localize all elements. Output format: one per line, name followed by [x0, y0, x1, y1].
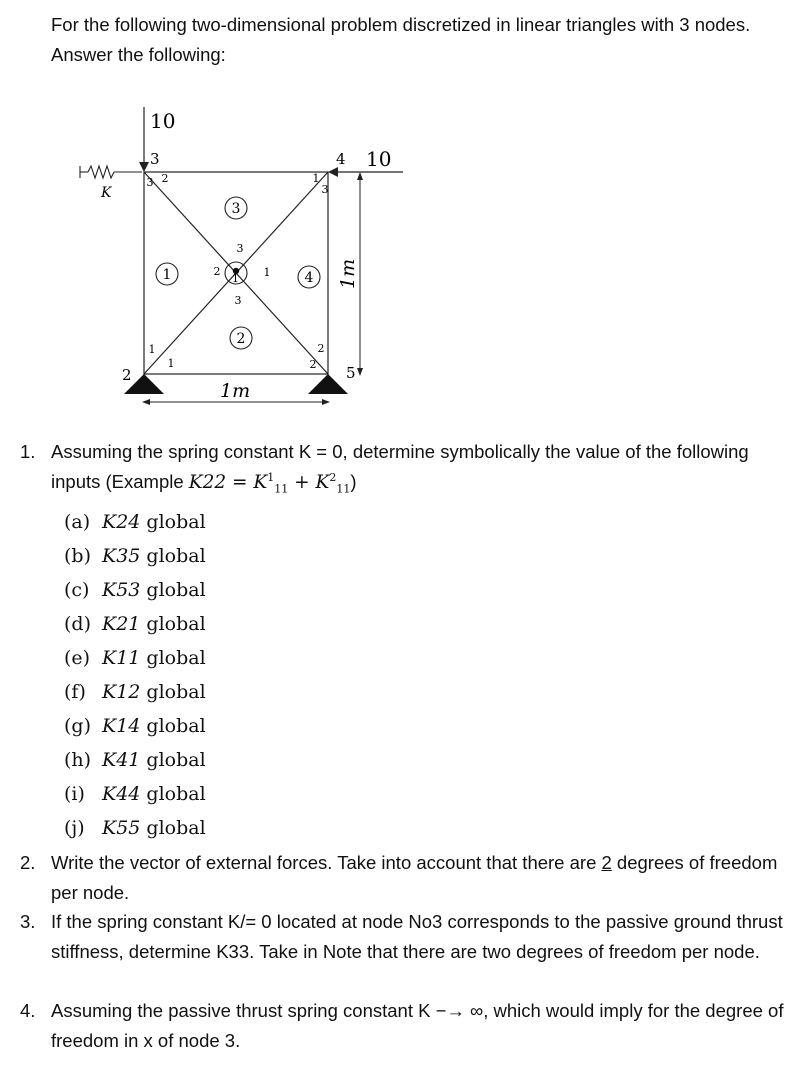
global-node-3: 3 [150, 150, 160, 168]
intro-paragraph: For the following two-dimensional problem discretized in linear triangles with 3 nodes. Answer the following: [51, 14, 751, 65]
question-text: Assuming the spring constant K = 0, determine symbolically the value of the following inputs (Example $K22 = K^1_{11} + K^2_{11}$) [51, 441, 749, 496]
local-e3-n4: 1 [312, 172, 320, 185]
load-top-value: 10 [150, 109, 176, 133]
local-e2-n5: 2 [309, 358, 317, 371]
local-e1-n1: 2 [213, 265, 221, 278]
load-arrow-down [139, 162, 149, 172]
question-3 [0, 907, 793, 997]
global-node-1: 1 [232, 272, 239, 285]
sub-question: (g) K14 global [64, 715, 206, 737]
element-number-1: 1 [162, 267, 172, 283]
question-text: If the spring constant K/= 0 located at node No3 corresponds to the passive ground thrust stiffness, determine K33. Take in Note that there are two degrees of freedom per node. [51, 911, 783, 962]
question-text: Write the vector of external forces. Take into account that there are 2 degrees of freedom per node. [51, 852, 778, 903]
global-node-2: 2 [122, 366, 132, 384]
local-e4-n4: 3 [321, 183, 329, 196]
local-e3-n3: 2 [161, 172, 169, 185]
sub-question: (c) K53 global [64, 579, 206, 601]
local-e4-n5: 2 [317, 342, 325, 355]
load-right-value: 10 [366, 147, 392, 171]
load-arrow-left [328, 167, 338, 177]
question-1 [0, 437, 793, 497]
sub-question: (a) K24 global [64, 511, 206, 533]
sub-question: (b) K35 global [64, 545, 206, 567]
question-number: 2. [20, 852, 36, 873]
question-number: 1. [20, 441, 36, 462]
dim-vertical-label: 1m [337, 258, 359, 289]
global-node-4: 4 [336, 150, 346, 168]
sub-question-list [64, 507, 464, 847]
element-number-3: 3 [231, 201, 241, 217]
element-number-4: 4 [304, 270, 314, 286]
dim-horizontal-label: 1m [220, 380, 251, 402]
local-e2-n2: 1 [167, 357, 175, 370]
spring-label: K [101, 185, 112, 201]
sub-question: (e) K11 global [64, 647, 206, 669]
question-number: 3. [20, 911, 36, 932]
local-e1-n3: 3 [146, 176, 154, 189]
local-e2-n1: 3 [234, 294, 242, 307]
question-text: Assuming the passive thrust spring constant K −→ ∞, which would imply for the degree of freedom in x of node 3. [51, 1000, 784, 1051]
support-node-5 [308, 374, 348, 394]
fem-mesh-figure [70, 102, 410, 408]
element-number-2: 2 [236, 331, 246, 347]
question-4 [0, 996, 793, 1056]
sub-question: (d) K21 global [64, 613, 206, 635]
question-2 [0, 848, 793, 908]
local-e4-n1: 1 [263, 266, 271, 279]
spring-symbol [80, 166, 142, 178]
sub-question: (f) K12 global [64, 681, 206, 703]
mesh-diagram [70, 102, 410, 408]
sub-question: (h) K41 global [64, 749, 206, 771]
local-e3-n1: 3 [236, 242, 244, 255]
local-e1-n2: 1 [148, 343, 156, 356]
sub-question: (j) K55 global [64, 817, 206, 839]
question-number: 4. [20, 1000, 36, 1021]
sub-question: (i) K44 global [64, 783, 206, 805]
global-node-5: 5 [346, 364, 356, 382]
